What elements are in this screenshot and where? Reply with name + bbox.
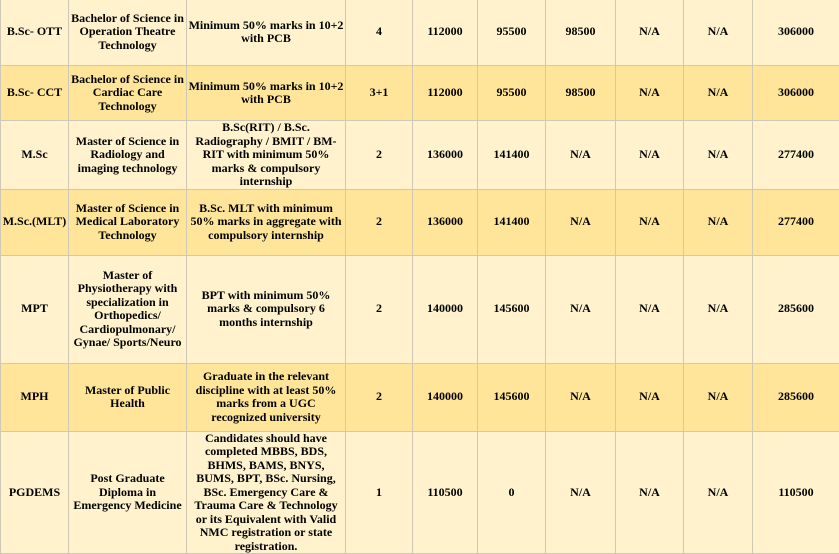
fee-cell: N/A: [616, 0, 684, 66]
course-name-cell: Bachelor of Science in Operation Theatre Technology: [69, 0, 187, 66]
fee-cell: 95500: [478, 0, 546, 66]
fee-cell: N/A: [684, 0, 753, 66]
fee-cell: 141400: [478, 121, 546, 190]
duration-cell: 3+1: [346, 66, 413, 121]
fee-cell: 110500: [413, 431, 478, 554]
fee-cell: N/A: [684, 189, 753, 255]
fee-cell: 98500: [546, 66, 616, 121]
fee-cell: N/A: [616, 66, 684, 121]
fee-cell: N/A: [684, 121, 753, 190]
course-code-cell: M.Sc.(MLT): [1, 189, 69, 255]
eligibility-cell: B.Sc(RIT) / B.Sc. Radiography / BMIT / BM-RIT with minimum 50% marks & compulsory internship: [187, 121, 346, 190]
eligibility-cell: Minimum 50% marks in 10+2 with PCB: [187, 0, 346, 66]
fee-cell: N/A: [546, 255, 616, 363]
fee-cell: 136000: [413, 189, 478, 255]
fee-cell: 112000: [413, 0, 478, 66]
table-row: [1, 431, 839, 554]
fee-cell: 140000: [413, 255, 478, 363]
fee-cell: N/A: [546, 189, 616, 255]
table-row: [1, 0, 839, 66]
duration-cell: 2: [346, 363, 413, 431]
fee-cell: N/A: [684, 431, 753, 554]
eligibility-cell: Candidates should have completed MBBS, BDS, BHMS, BAMS, BNYS, BUMS, BPT, BSc. Nursing, BSc. Emergency Care & Trauma Care & Technology or its Equivalent with Valid NMC registration or state registration.: [187, 431, 346, 554]
fee-cell: 145600: [478, 255, 546, 363]
fee-cell: N/A: [616, 431, 684, 554]
eligibility-cell: Graduate in the relevant discipline with at least 50% marks from a UGC recognized university: [187, 363, 346, 431]
course-name-cell: Post Graduate Diploma in Emergency Medicine: [69, 431, 187, 554]
fee-cell: 112000: [413, 66, 478, 121]
total-fee-cell: 277400: [753, 189, 839, 255]
duration-cell: 4: [346, 0, 413, 66]
table-row: [1, 255, 839, 363]
fee-cell: N/A: [616, 255, 684, 363]
fee-cell: 145600: [478, 363, 546, 431]
fee-cell: N/A: [684, 363, 753, 431]
table-row: [1, 363, 839, 431]
table-row: [1, 121, 839, 190]
fee-cell: N/A: [616, 189, 684, 255]
eligibility-cell: BPT with minimum 50% marks & compulsory 6 months internship: [187, 255, 346, 363]
eligibility-cell: B.Sc. MLT with minimum 50% marks in aggregate with compulsory internship: [187, 189, 346, 255]
total-fee-cell: 277400: [753, 121, 839, 190]
fee-cell: 136000: [413, 121, 478, 190]
fee-cell: N/A: [684, 255, 753, 363]
duration-cell: 1: [346, 431, 413, 554]
eligibility-cell: Minimum 50% marks in 10+2 with PCB: [187, 66, 346, 121]
duration-cell: 2: [346, 121, 413, 190]
fee-cell: 0: [478, 431, 546, 554]
fee-cell: 140000: [413, 363, 478, 431]
course-code-cell: B.Sc- OTT: [1, 0, 69, 66]
duration-cell: 2: [346, 189, 413, 255]
fee-cell: 98500: [546, 0, 616, 66]
course-name-cell: Bachelor of Science in Cardiac Care Technology: [69, 66, 187, 121]
total-fee-cell: 306000: [753, 0, 839, 66]
fee-cell: 95500: [478, 66, 546, 121]
fee-cell: 141400: [478, 189, 546, 255]
course-code-cell: PGDEMS: [1, 431, 69, 554]
fee-cell: N/A: [546, 363, 616, 431]
course-code-cell: M.Sc: [1, 121, 69, 190]
fee-cell: N/A: [546, 431, 616, 554]
table-row: [1, 189, 839, 255]
total-fee-cell: 285600: [753, 255, 839, 363]
table-row: [1, 66, 839, 121]
course-name-cell: Master of Physiotherapy with specialization in Orthopedics/ Cardiopulmonary/ Gynae/ Sports/Neuro: [69, 255, 187, 363]
course-name-cell: Master of Science in Radiology and imaging technology: [69, 121, 187, 190]
fee-cell: N/A: [546, 121, 616, 190]
course-code-cell: MPH: [1, 363, 69, 431]
fee-cell: N/A: [616, 121, 684, 190]
fee-cell: N/A: [684, 66, 753, 121]
total-fee-cell: 306000: [753, 66, 839, 121]
course-name-cell: Master of Science in Medical Laboratory Technology: [69, 189, 187, 255]
course-code-cell: MPT: [1, 255, 69, 363]
duration-cell: 2: [346, 255, 413, 363]
total-fee-cell: 285600: [753, 363, 839, 431]
fee-cell: N/A: [616, 363, 684, 431]
course-name-cell: Master of Public Health: [69, 363, 187, 431]
course-code-cell: B.Sc- CCT: [1, 66, 69, 121]
total-fee-cell: 110500: [753, 431, 839, 554]
